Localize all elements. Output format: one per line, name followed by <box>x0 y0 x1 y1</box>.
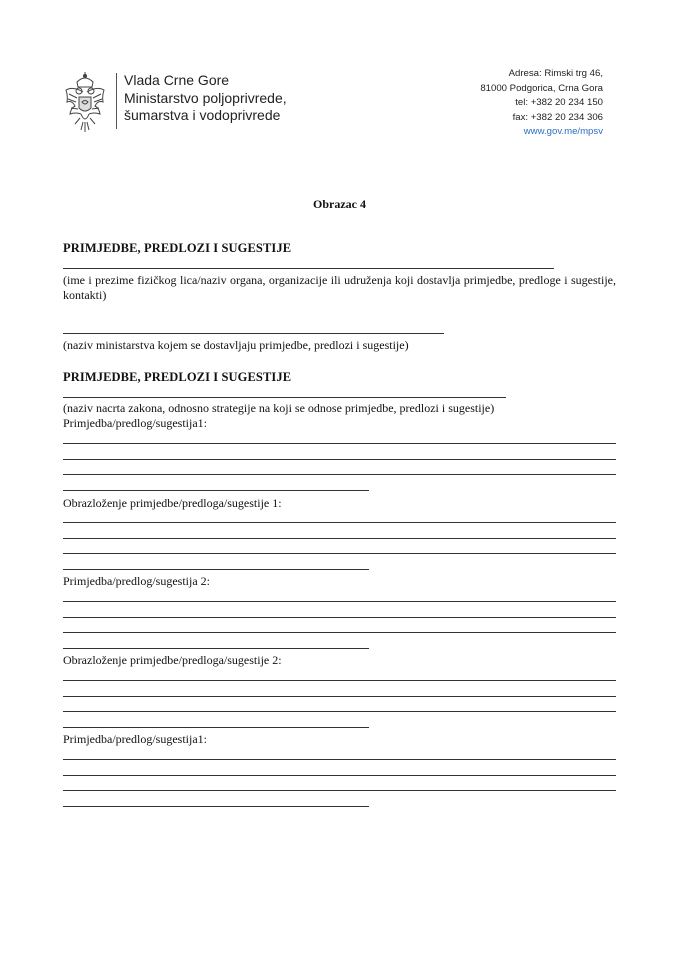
section-label-4: Obrazloženje primjedbe/predloga/sugestije 2: <box>63 653 282 667</box>
answer-line[interactable] <box>63 711 616 712</box>
answer-line[interactable] <box>63 474 616 475</box>
submitter-caption: (ime i prezime fizičkog lica/naziv organa, organizacije ili udruženja koji dostavlja primjedbe, predloge i sugestije, kontakti) <box>63 273 616 302</box>
letterhead <box>63 72 323 142</box>
answer-line[interactable] <box>63 522 616 523</box>
contact-block <box>480 67 603 140</box>
answer-line[interactable] <box>63 680 616 681</box>
org-line-3: šumarstva i vodoprivrede <box>124 107 281 123</box>
answer-line[interactable] <box>63 617 616 618</box>
section-label-3: Primjedba/predlog/sugestija 2: <box>63 574 210 588</box>
heading-primjedbe: PRIMJEDBE, PREDLOZI I SUGESTIJE <box>63 241 292 255</box>
coat-of-arms-icon <box>63 72 107 134</box>
ministry-caption: (naziv ministarstva kojem se dostavljaju primjedbe, predlozi i sugestije) <box>63 338 409 352</box>
answer-line[interactable] <box>63 553 616 554</box>
fax: fax: +382 20 234 306 <box>512 111 603 123</box>
draft-caption: (naziv nacrta zakona, odnosno strategije na koji se odnose primjedbe, predlozi i sugestije) <box>63 401 495 415</box>
answer-line[interactable] <box>63 601 616 602</box>
divider <box>116 73 117 129</box>
address-line-1: Adresa: Rimski trg 46, <box>508 68 603 79</box>
answer-line[interactable] <box>63 775 616 776</box>
address-line-2: 81000 Podgorica, Crna Gora <box>480 82 603 94</box>
answer-line[interactable] <box>63 806 369 807</box>
org-line-2: Ministarstvo poljoprivrede, <box>124 89 287 106</box>
answer-line[interactable] <box>63 538 616 539</box>
ministry-field[interactable] <box>63 333 444 334</box>
section-label-1: Primjedba/predlog/sugestija1: <box>63 416 207 430</box>
answer-line[interactable] <box>63 459 616 460</box>
org-line-1: Vlada Crne Gore <box>124 72 230 88</box>
organization-name <box>124 72 287 125</box>
form-title: Obrazac 4 <box>313 197 366 211</box>
website-link[interactable]: www.gov.me/mpsv <box>523 126 603 137</box>
answer-line[interactable] <box>63 443 616 444</box>
answer-line[interactable] <box>63 569 369 570</box>
answer-line[interactable] <box>63 727 369 728</box>
submitter-field[interactable] <box>63 268 554 269</box>
answer-line[interactable] <box>63 490 369 491</box>
answer-line[interactable] <box>63 696 616 697</box>
answer-line[interactable] <box>63 790 616 791</box>
section-label-5: Primjedba/predlog/sugestija1: <box>63 732 207 746</box>
answer-line[interactable] <box>63 632 616 633</box>
telephone: tel: +382 20 234 150 <box>515 97 603 108</box>
heading-primjedbe-2: PRIMJEDBE, PREDLOZI I SUGESTIJE <box>63 370 292 384</box>
draft-name-field[interactable] <box>63 397 506 398</box>
section-label-2: Obrazloženje primjedbe/predloga/sugestije 1: <box>63 496 282 510</box>
answer-line[interactable] <box>63 759 616 760</box>
answer-line[interactable] <box>63 648 369 649</box>
